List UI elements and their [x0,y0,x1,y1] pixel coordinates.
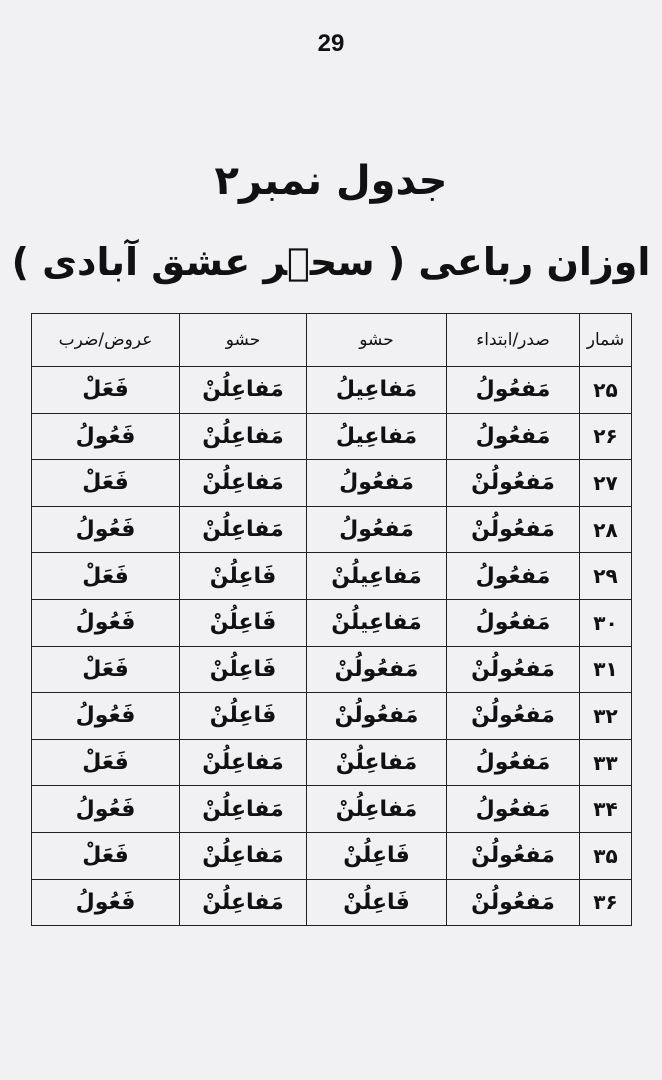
table-row [32,786,632,833]
row-number-cell: ۳۱ [580,646,632,693]
table-cell: فَاعِلُنْ [307,832,447,879]
table-cell: فَعَلْ [32,832,180,879]
table-row [32,460,632,507]
table-cell: فَعَلْ [32,553,180,600]
table-cell: مَفاعِلُنْ [180,460,307,507]
table-cell: مَفاعِیلُنْ [307,553,447,600]
table-cell: مَفعُولُ [447,413,580,460]
row-number-cell: ۲۶ [580,413,632,460]
table-row [32,413,632,460]
table-row [32,832,632,879]
header-row [32,314,632,367]
row-number-cell: ۳۵ [580,832,632,879]
header-cell-ending: عروض/ضرب [32,314,180,367]
table-cell: فَعُولُ [32,599,180,646]
row-number-cell: ۲۵ [580,367,632,414]
table-cell: فَاعِلُنْ [180,646,307,693]
table-cell: مَفعُولُ [307,506,447,553]
row-number-cell: ۳۶ [580,879,632,926]
table-cell: فَاعِلُنْ [180,599,307,646]
table-cell: مَفعُولُ [447,367,580,414]
row-number-cell: ۳۲ [580,693,632,740]
table-cell: مَفعُولُنْ [447,832,580,879]
table-cell: مَفاعِلُنْ [180,367,307,414]
header-cell-middle-2: حشو [180,314,307,367]
table-cell: فَاعِلُنْ [307,879,447,926]
table-cell: فَعُولُ [32,506,180,553]
table-cell: مَفاعِلُنْ [180,832,307,879]
table-cell: مَفاعِلُنْ [180,879,307,926]
table-cell: مَفاعِلُنْ [180,506,307,553]
table-cell: مَفاعِیلُ [307,413,447,460]
table-cell: فَاعِلُنْ [180,693,307,740]
table-cell: فَعَلْ [32,460,180,507]
table-row [32,693,632,740]
table-cell: مَفاعِلُنْ [180,413,307,460]
table-cell: مَفعُولُنْ [447,460,580,507]
table-cell: مَفعُولُنْ [307,693,447,740]
table-cell: فَعُولُ [32,786,180,833]
table-cell: مَفعُولُ [447,599,580,646]
table-body [32,367,632,926]
table-cell: فَعَلْ [32,739,180,786]
table-cell: مَفعُولُنْ [447,506,580,553]
table-cell: مَفعُولُ [447,553,580,600]
table-cell: فَعُولُ [32,693,180,740]
table-cell: مَفعُولُ [307,460,447,507]
table-row [32,553,632,600]
table-row [32,739,632,786]
table-header [32,314,632,367]
table-cell: فَاعِلُنْ [180,553,307,600]
table-cell: فَعُولُ [32,413,180,460]
table-row [32,646,632,693]
table-cell: مَفعُولُنْ [447,879,580,926]
row-number-cell: ۳۴ [580,786,632,833]
table-cell: مَفاعِیلُ [307,367,447,414]
table-cell: مَفاعِلُنْ [180,739,307,786]
table-cell: فَعَلْ [32,646,180,693]
table-row [32,506,632,553]
table-cell: مَفاعِلُنْ [307,786,447,833]
meters-table [31,313,632,926]
table-cell: مَفاعِلُنْ [307,739,447,786]
table-cell: فَعَلْ [32,367,180,414]
row-number-cell: ۲۸ [580,506,632,553]
header-cell-number: شمار [580,314,632,367]
header-cell-middle-1: حشو [307,314,447,367]
page-subtitle: اوزان رباعی ( سحؔر عشق آبادی ) [11,240,651,284]
table-cell: مَفعُولُنْ [307,646,447,693]
row-number-cell: ۳۳ [580,739,632,786]
table-cell: مَفعُولُنْ [447,693,580,740]
table-row [32,879,632,926]
table-row [32,599,632,646]
row-number-cell: ۲۷ [580,460,632,507]
table-cell: مَفعُولُ [447,739,580,786]
table-cell: مَفاعِلُنْ [180,786,307,833]
page-title: جدول نمبر۲ [214,158,448,204]
table-cell: مَفعُولُ [447,786,580,833]
table-cell: فَعُولُ [32,879,180,926]
table-cell: مَفعُولُنْ [447,646,580,693]
table-cell: مَفاعِیلُنْ [307,599,447,646]
page-number: 29 [317,30,345,57]
row-number-cell: ۲۹ [580,553,632,600]
header-cell-opening: صدر/ابتداء [447,314,580,367]
table-row [32,367,632,414]
row-number-cell: ۳۰ [580,599,632,646]
